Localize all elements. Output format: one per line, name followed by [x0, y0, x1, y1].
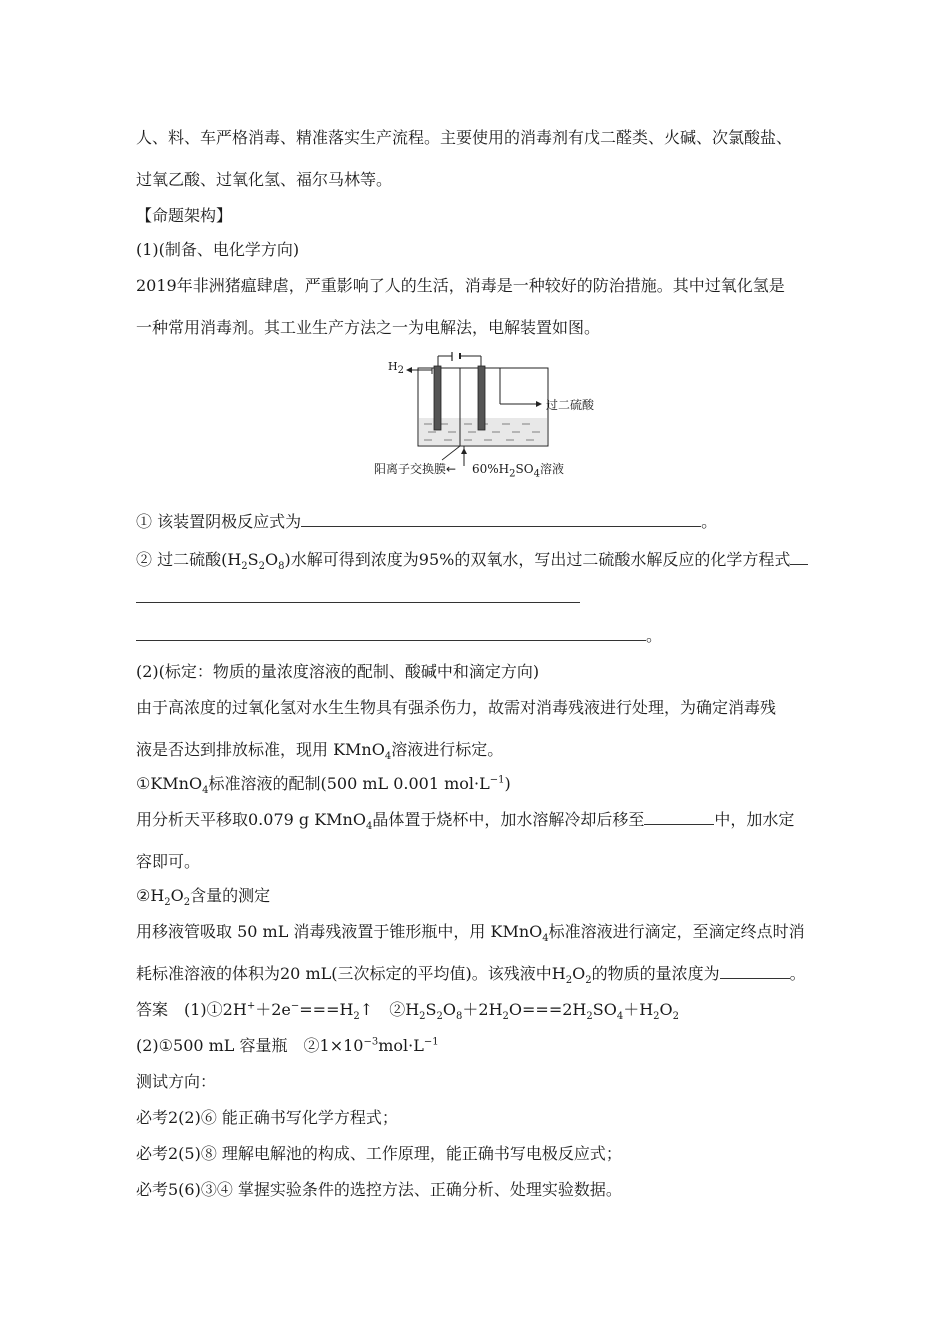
part2-text-2: 液是否达到排放标准，现用 KMnO$_4$溶液进行标定。	[136, 740, 504, 763]
electrolysis-diagram	[374, 352, 595, 488]
intro-line-1: 人、料、车严格消毒、精准落实生产流程。主要使用的消毒剂有戊二醛类、火碱、次氯酸盐、	[136, 128, 793, 147]
sub-question-2-text-1: 用移液管吸取 50 mL 消毒残液置于锥形瓶中，用 KMnO$_4$标准溶液进行滴定，至滴定终点时消	[136, 922, 805, 945]
h2-arrow-icon	[406, 367, 412, 373]
sub-question-1: ①KMnO$_4$标准溶液的配制(500 mL 0.001 $mol\cdot L^{-1}$)	[136, 774, 511, 797]
membrane-pointer	[442, 446, 460, 460]
question-1: ① 该装置阴极反应式为 。	[136, 512, 718, 531]
section-header: 【命题架构】	[136, 206, 233, 225]
part1-text-2: 一种常用消毒剂。其工业生产方法之一为电解法，电解装置如图。	[136, 318, 601, 337]
answer-blank-1[interactable]	[301, 512, 701, 527]
part1-text-1: 2019年非洲猪瘟肆虐，严重影响了人的生活，消毒是一种较好的防治措施。其中过氧化氢是	[136, 276, 785, 295]
answer-line-1: 答案 $(1)①2H^++2e^-===H_2↑$ $②H_2S_2O_8+2H_2O===2H_2SO_4+H_2O_2$	[136, 1000, 680, 1023]
question-2-line-3: 。	[136, 626, 662, 646]
answer-blank-3[interactable]	[644, 810, 714, 825]
test-direction-2: 必考2(5)⑧ 理解电解池的构成、工作原理，能正确书写电极反应式；	[136, 1144, 622, 1163]
answer-blank-2b[interactable]	[136, 588, 580, 603]
part2-text-1: 由于高浓度的过氧化氢对水生生物具有强杀伤力，故需对消毒残液进行处理，为确定消毒残	[136, 698, 777, 717]
part1-title: (1)(制备、电化学方向)	[136, 240, 300, 259]
inlet-arrow-icon	[461, 448, 467, 454]
sub-question-1-text-2: 容即可。	[136, 852, 201, 871]
anode	[478, 366, 485, 430]
test-direction-1: 必考2(2)⑥ 能正确书写化学方程式；	[136, 1108, 398, 1127]
solution-label: $60\%H_2SO_4$溶液	[472, 462, 564, 480]
part2-title: (2)(标定：物质的量浓度溶液的配制、酸碱中和滴定方向)	[136, 662, 540, 681]
sub-question-2-text-2: 耗标准溶液的体积为20 mL(三次标定的平均值)。该残液中$H_2O_2$的物质的量浓度为 。	[136, 964, 806, 987]
question-2: ② 过二硫酸$(H_2S_2O_8)$水解可得到浓度为95%的双氧水，写出过二硫酸水解反应的化学方程式	[136, 550, 808, 570]
right-arrow-icon	[536, 401, 542, 407]
cathode	[434, 366, 441, 430]
sub-question-2: $②H_2O_2$含量的测定	[136, 886, 271, 909]
membrane-label: 阳离子交换膜←	[374, 462, 457, 476]
answer-blank-4[interactable]	[720, 964, 790, 979]
test-direction-title: 测试方向：	[136, 1072, 217, 1091]
intro-line-2: 过氧乙酸、过氧化氢、福尔马林等。	[136, 170, 393, 189]
peroxydisulfuric-label: 过二硫酸	[546, 398, 595, 412]
sub-question-1-text: 用分析天平移取0.079 g KMnO$_4$晶体置于烧杯中，加水溶解冷却后移至 中，加水定	[136, 810, 795, 833]
answer-blank-2a[interactable]	[790, 550, 808, 565]
test-direction-3: 必考5(6)③④ 掌握实验条件的选控方法、正确分析、处理实验数据。	[136, 1180, 622, 1199]
h2-label: $H_2$	[388, 360, 404, 377]
answer-line-2: (2)①500 mL 容量瓶 $②1\times 10^{-3}mol\cdot L^{-1}$	[136, 1036, 439, 1055]
answer-blank-2c[interactable]	[136, 626, 646, 641]
question-2-line-2	[136, 588, 580, 608]
